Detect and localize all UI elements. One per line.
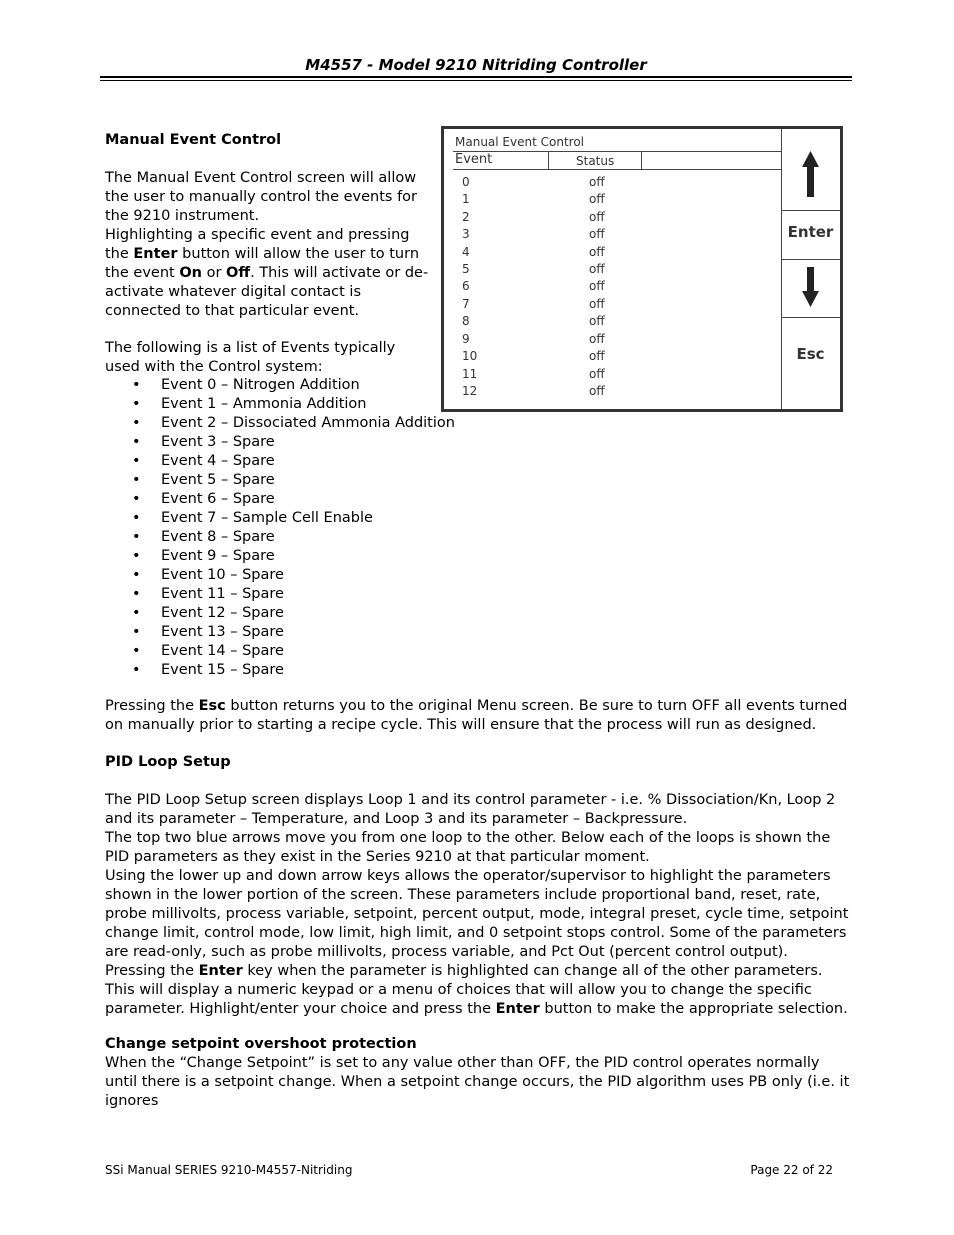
- pid-paragraph-3: [105, 867, 850, 1019]
- manual-event-control-screen: [441, 126, 843, 412]
- event-status: off: [589, 279, 605, 293]
- screen-header-line-bottom: [453, 169, 781, 170]
- event-status: off: [589, 297, 605, 311]
- event-number: 3: [462, 227, 470, 241]
- pid-p3-pre: Using the lower up and down arrow keys allows the operator/supervisor to highlight the parameters shown in the lower portion of the screen. These parameters include proportional band, reset, rate, probe millivolts, process variable, setpoint, percent output, mode, integral preset, cycle time, setpoint change limit, control mode, low limit, high limit, and 0 setpoint stops control. Some of the parameters are read-only, such as probe millivolts, process variable, and Pct Out (percent control output). Pressing the: [105, 868, 849, 979]
- header-rule-thin: [100, 80, 852, 81]
- screen-event-row[interactable]: [444, 349, 774, 366]
- event-status: off: [589, 227, 605, 241]
- event-list-item: [105, 414, 455, 433]
- event-number: 4: [462, 245, 470, 259]
- event-number: 1: [462, 192, 470, 206]
- manual-event-highlight-text: [105, 226, 435, 321]
- bullet: •: [132, 491, 141, 507]
- event-list-item: [105, 395, 455, 414]
- event-number: 6: [462, 279, 470, 293]
- screen-column-status: Status: [576, 154, 615, 168]
- screen-header-divider: [641, 151, 642, 170]
- screen-event-row[interactable]: [444, 210, 774, 227]
- event-status: off: [589, 192, 605, 206]
- enter-keyword: Enter: [133, 246, 178, 262]
- screen-title: Manual Event Control: [455, 135, 584, 149]
- event-number: 5: [462, 262, 470, 276]
- on-keyword: On: [179, 265, 202, 281]
- event-list-text: Event 11 – Spare: [161, 586, 284, 602]
- event-status: off: [589, 262, 605, 276]
- pid-p3-mid: key when the parameter is highlighted can change all of the other parameters. This will display a numeric keypad or a menu of choices that will allow you to change the specific parameter. Highlight/enter your choice and press the: [105, 963, 823, 1017]
- screen-header-divider: [548, 151, 549, 170]
- event-status: off: [589, 349, 605, 363]
- header-rule: [100, 76, 852, 78]
- manual-event-description: [105, 169, 435, 321]
- event-list-container: [105, 376, 455, 680]
- screen-event-row[interactable]: [444, 367, 774, 384]
- screen-event-row[interactable]: [444, 384, 774, 401]
- button-separator: [781, 210, 840, 211]
- event-list-text: Event 6 – Spare: [161, 491, 275, 507]
- pid-paragraph-1: The PID Loop Setup screen displays Loop 1 and its control parameter - i.e. % Dissociation/Kn, Loop 2 and its parameter – Temperature, and Loop 3 and its parameter – Backpressure.: [105, 792, 836, 827]
- screen-event-row[interactable]: [444, 175, 774, 192]
- event-list-text: Event 7 – Sample Cell Enable: [161, 510, 373, 526]
- event-number: 9: [462, 332, 470, 346]
- screen-event-row[interactable]: [444, 279, 774, 296]
- bullet: •: [132, 453, 141, 469]
- event-number: 7: [462, 297, 470, 311]
- bullet: •: [132, 415, 141, 431]
- esc-pre: Pressing the: [105, 698, 199, 714]
- event-list-item: [105, 566, 455, 585]
- esc-post: button returns you to the original Menu screen. Be sure to turn OFF all events turned on manually prior to starting a recipe cycle. This will ensure that the process will run as designed.: [105, 698, 848, 733]
- event-list-text: Event 9 – Spare: [161, 548, 275, 564]
- event-list-text: Event 0 – Nitrogen Addition: [161, 377, 360, 393]
- event-list-item: [105, 433, 455, 452]
- enter-button[interactable]: Enter: [787, 223, 834, 241]
- event-number: 12: [462, 384, 478, 398]
- event-list-text: Event 12 – Spare: [161, 605, 284, 621]
- screen-event-row[interactable]: [444, 227, 774, 244]
- event-list-item: [105, 490, 455, 509]
- page-header-title: M4557 - Model 9210 Nitriding Controller: [305, 56, 647, 74]
- event-list-text: Event 3 – Spare: [161, 434, 275, 450]
- esc-button[interactable]: Esc: [796, 345, 825, 363]
- bullet: •: [132, 510, 141, 526]
- bullet: •: [132, 396, 141, 412]
- highlight-pre: Highlighting a specific event and pressing the: [105, 227, 410, 262]
- event-list-item: [105, 661, 455, 680]
- highlight-post: . This will activate or de-activate whatever digital contact is connected to that particular event.: [105, 265, 429, 319]
- overshoot-paragraph: When the “Change Setpoint” is set to any value other than OFF, the PID control operates normally until there is a setpoint change. When a setpoint change occurs, the PID algorithm uses PB only (i.e. it ignores: [105, 1055, 850, 1109]
- or-text: or: [201, 265, 227, 281]
- bullet: •: [132, 472, 141, 488]
- screen-event-row[interactable]: [444, 297, 774, 314]
- bullet: •: [132, 605, 141, 621]
- event-list-item: [105, 452, 455, 471]
- screen-event-row[interactable]: [444, 262, 774, 279]
- bullet: •: [132, 586, 141, 602]
- screen-event-row[interactable]: [444, 192, 774, 209]
- event-list-item: [105, 471, 455, 490]
- up-arrow-icon: [781, 143, 840, 203]
- pid-p3-post: button to make the appropriate selection.: [539, 1001, 848, 1017]
- event-status: off: [589, 314, 605, 328]
- event-list-text: Event 15 – Spare: [161, 662, 284, 678]
- event-status: off: [589, 332, 605, 346]
- event-list-text: Event 4 – Spare: [161, 453, 275, 469]
- bullet: •: [132, 377, 141, 393]
- event-status: off: [589, 384, 605, 398]
- section-heading-manual-event: Manual Event Control: [105, 132, 282, 148]
- event-status: off: [589, 210, 605, 224]
- bullet: •: [132, 624, 141, 640]
- event-list-item: [105, 547, 455, 566]
- event-list-text: Event 1 – Ammonia Addition: [161, 396, 367, 412]
- bullet: •: [132, 548, 141, 564]
- footer-left: SSi Manual SERIES 9210-M4557-Nitriding: [105, 1163, 353, 1177]
- event-number: 8: [462, 314, 470, 328]
- screen-event-row[interactable]: [444, 332, 774, 349]
- section-heading-pid: PID Loop Setup: [105, 754, 231, 770]
- event-list-intro: The following is a list of Events typically used with the Control system:: [105, 340, 396, 375]
- button-separator: [781, 317, 840, 318]
- button-separator: [781, 259, 840, 260]
- event-list-text: Event 10 – Spare: [161, 567, 284, 583]
- enter-keyword: Enter: [495, 1001, 540, 1017]
- event-list-item: [105, 604, 455, 623]
- event-list-text: Event 8 – Spare: [161, 529, 275, 545]
- event-list-text: Event 5 – Spare: [161, 472, 275, 488]
- event-number: 0: [462, 175, 470, 189]
- down-arrow-button[interactable]: [781, 261, 840, 315]
- bullet: •: [132, 643, 141, 659]
- bullet: •: [132, 567, 141, 583]
- event-list-item: [105, 376, 455, 395]
- up-arrow-button[interactable]: [781, 143, 840, 203]
- event-list: [105, 376, 455, 680]
- bullet: •: [132, 434, 141, 450]
- event-number: 2: [462, 210, 470, 224]
- event-list-text: Event 13 – Spare: [161, 624, 284, 640]
- pid-paragraph-2: The top two blue arrows move you from one loop to the other. Below each of the loops is shown the PID parameters as they exist in the Series 9210 at that particular moment.: [105, 830, 831, 865]
- screen-header-line-top: [453, 151, 781, 152]
- screen-event-row[interactable]: [444, 314, 774, 331]
- event-number: 11: [462, 367, 478, 381]
- esc-keyword: Esc: [198, 698, 226, 714]
- section-heading-overshoot: Change setpoint overshoot protection: [105, 1036, 417, 1052]
- highlight-mid: button will allow the user to turn the event: [105, 246, 420, 281]
- off-keyword: Off: [226, 265, 251, 281]
- event-status: off: [589, 175, 605, 189]
- pid-description: [105, 791, 850, 1019]
- event-status: off: [589, 245, 605, 259]
- footer-page-number: Page 22 of 22: [750, 1163, 833, 1177]
- event-status: off: [589, 367, 605, 381]
- event-list-item: [105, 528, 455, 547]
- event-list-item: [105, 642, 455, 661]
- event-list-item: [105, 509, 455, 528]
- manual-event-intro: The Manual Event Control screen will allow the user to manually control the events for the 9210 instrument.: [105, 170, 418, 224]
- event-number: 10: [462, 349, 478, 363]
- event-list-text: Event 14 – Spare: [161, 643, 284, 659]
- enter-keyword: Enter: [198, 963, 243, 979]
- event-list-text: Event 2 – Dissociated Ammonia Addition: [161, 415, 455, 431]
- bullet: •: [132, 529, 141, 545]
- screen-column-event: Event: [455, 152, 493, 167]
- event-list-item: [105, 585, 455, 604]
- esc-paragraph: [105, 697, 850, 735]
- event-list-item: [105, 623, 455, 642]
- bullet: •: [132, 662, 141, 678]
- screen-event-row[interactable]: [444, 245, 774, 262]
- down-arrow-icon: [781, 261, 840, 315]
